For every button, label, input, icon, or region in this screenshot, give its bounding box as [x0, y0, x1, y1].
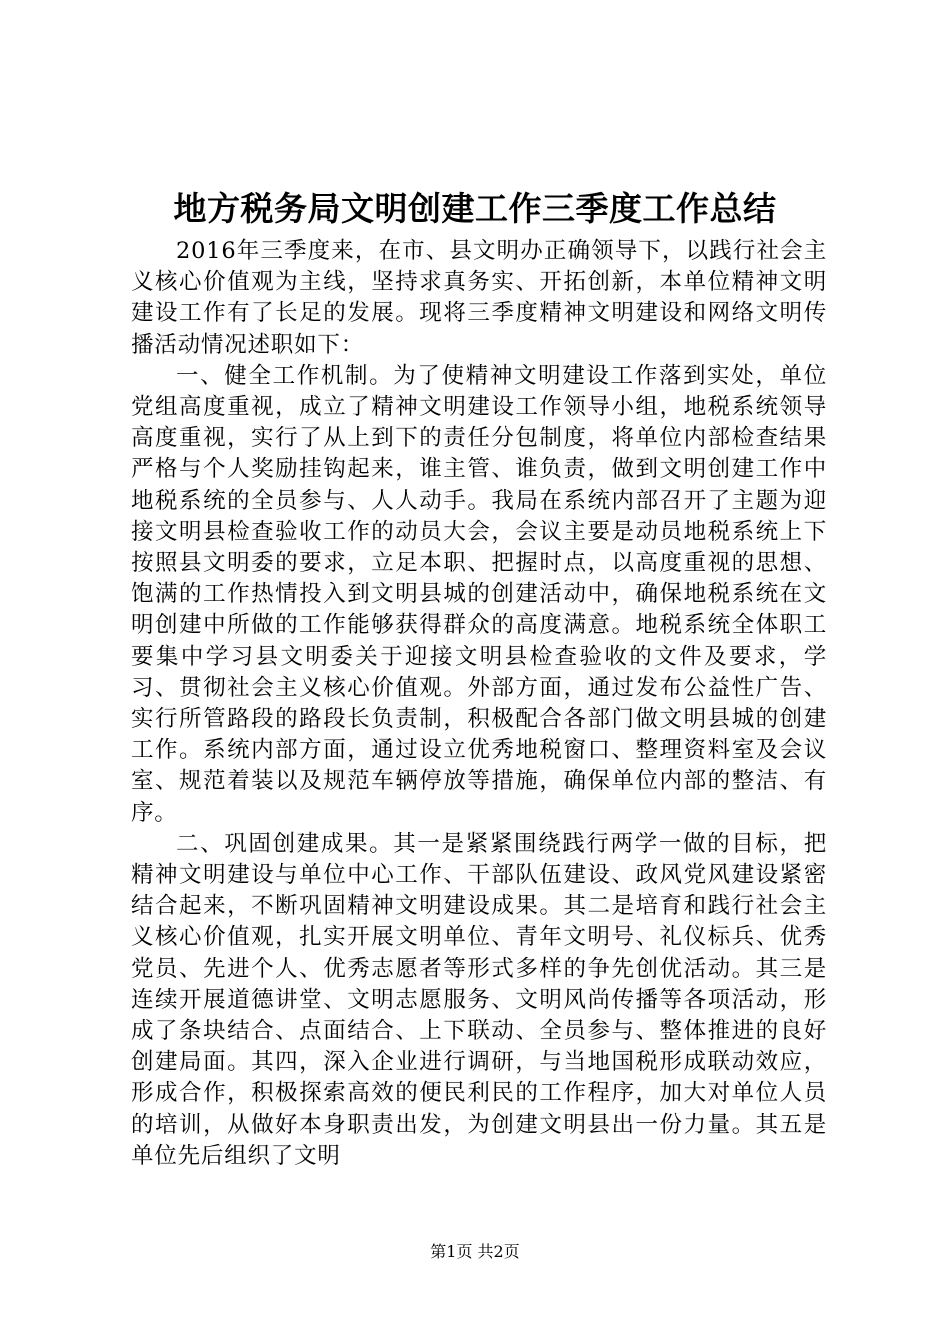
page-footer: 第1页 共2页 [430, 1242, 520, 1261]
paragraph-section-1: 一、健全工作机制。为了使精神文明建设工作落到实处，单位党组高度重视，成立了精神文明建设工作领导小组，地税系统领导高度重视，实行了从上到下的责任分包制度，将单位内部检查结果严格与个人奖励挂钩起来，谁主管、谁负责，做到文明创建工作中地税系统的全员参与、人人动手。我局在系统内部召开了主题为迎接文明县检查验收工作的动员大会，会议主要是动员地税系统上下按照县文明委的要求，立足本职、把握时点，以高度重视的思想、饱满的工作热情投入到文明县城的创建活动中，确保地税系统在文明创建中所做的工作能够获得群众的高度满意。地税系统全体职工要集中学习县文明委关于迎接文明县检查验收的文件及要求，学习、贯彻社会主义核心价值观。外部方面，通过发布公益性广告、实行所管路段的路段长负责制，积极配合各部门做文明县城的创建工作。系统内部方面，通过设立优秀地税窗口、整理资料室及会议室、规范着装以及规范车辆停放等措施，确保单位内部的整洁、有序。 [131, 362, 827, 826]
document-title: 地方税务局文明创建工作三季度工作总结 [173, 189, 777, 228]
paragraph-intro: 2016年三季度来，在市、县文明办正确领导下，以践行社会主义核心价值观为主线，坚持求真务实、开拓创新，本单位精神文明建设工作有了长足的发展。现将三季度精神文明建设和网络文明传播活动情况述职如下： [131, 238, 827, 358]
paragraph-section-2: 二、巩固创建成果。其一是紧紧围绕践行两学一做的目标，把精神文明建设与单位中心工作、干部队伍建设、政风党风建设紧密结合起来，不断巩固精神文明建设成果。其二是培育和践行社会主义核心价值观，扎实开展文明单位、青年文明号、礼仪标兵、优秀党员、先进个人、优秀志愿者等形式多样的争先创优活动。其三是连续开展道德讲堂、文明志愿服务、文明风尚传播等各项活动，形成了条块结合、点面结合、上下联动、全员参与、整体推进的良好创建局面。其四，深入企业进行调研，与当地国税形成联动效应，形成合作，积极探索高效的便民利民的工作程序，加大对单位人员的培训，从做好本身职责出发，为创建文明县出一份力量。其五是单位先后组织了文明 [131, 830, 827, 1169]
document-body [131, 236, 827, 1172]
